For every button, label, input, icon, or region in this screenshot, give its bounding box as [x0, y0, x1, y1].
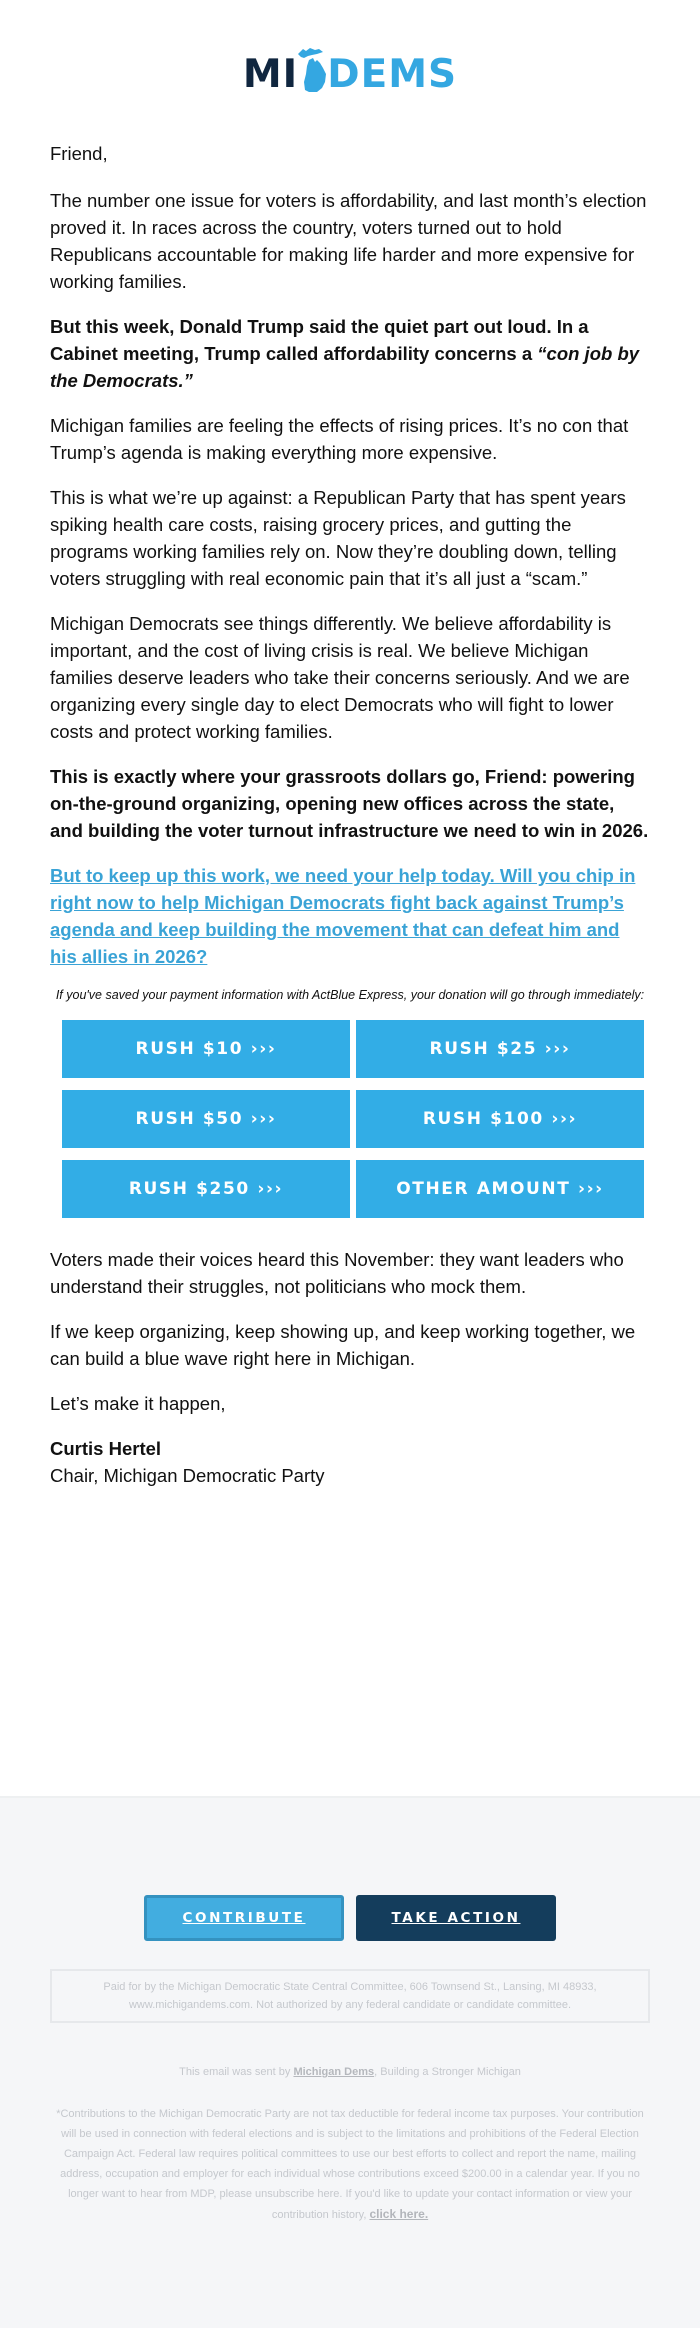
legal-text: *Contributions to the Michigan Democratic Party are not tax deductible for federal income tax purposes. Your contribution will be used in connection with federal elections and is subject to the limitations and prohibitions of the Federal Election Campaign Act. Federal law requires political committees to use our best efforts to collect and report the name, mailing address, occupation and employer for each individual whose contributions exceed $200.00 in a calendar year. If you no longer want to hear from MDP, please unsubscribe here. If you'd like to update your contact information or view your contribution history, [56, 2108, 644, 2221]
footer-buttons [144, 1895, 556, 1941]
contribute-button[interactable]: CONTRIBUTE [144, 1895, 344, 1941]
logo-text-dems: DEMS [327, 52, 458, 97]
update-contact-link[interactable]: click here. [369, 2207, 429, 2221]
closing-line: Let’s make it happen, [50, 1393, 226, 1414]
footer [0, 1796, 700, 2328]
paid-for-line-2: www.michigandems.com. Not authorized by any federal candidate or candidate committee. [128, 1999, 572, 2011]
sent-by-line [0, 2066, 700, 2078]
paragraph-blue-wave: If we keep organizing, keep showing up, and keep working together, we can build a blue wave right here in Michigan. [50, 1321, 636, 1369]
paragraph-voters-november: Voters made their voices heard this November: they want leaders who understand their struggles, not politicians who mock them. [50, 1249, 624, 1297]
paragraph-grassroots-dollars: This is exactly where your grassroots dollars go, Friend: powering on-the-ground organizing, opening new offices across the state, and building the voter turnout infrastructure we need to win in 2026. [50, 766, 649, 841]
paragraph-michigan-democrats: Michigan Democrats see things differently. We believe affordability is important, and the cost of living crisis is real. We believe Michigan families deserve leaders who take their concerns seriously. And we are organizing every single day to elect Democrats who will fight to lower costs and protect working families. [50, 613, 630, 742]
donate-250-button[interactable]: RUSH $250 ››› [62, 1160, 350, 1218]
donation-button-grid [50, 1020, 650, 1218]
actblue-express-note: If you've saved your payment information with ActBlue Express, your donation will go through immediately: [55, 988, 645, 1002]
trump-quote-italic: “con job by the Democrats.” [50, 343, 640, 391]
paragraph-rising-prices: Michigan families are feeling the effects of rising prices. It’s no con that Trump’s agenda is making everything more expensive. [50, 415, 629, 463]
sent-by-prefix: This email was sent by [179, 2066, 294, 2078]
paragraph-affordability: The number one issue for voters is affordability, and last month’s election proved it. In races across the country, voters turned out to hold Republicans accountable for making life harder and more expensive for working families. [50, 190, 647, 292]
greeting: Friend, [50, 143, 108, 164]
michigan-dems-link[interactable]: Michigan Dems [293, 2066, 375, 2078]
paragraph-trump-quote [50, 313, 650, 394]
header [0, 0, 700, 140]
paid-for-disclaimer [50, 1969, 650, 2023]
sent-by-suffix: , Building a Stronger Michigan [374, 2066, 521, 2078]
donate-50-button[interactable]: RUSH $50 ››› [62, 1090, 350, 1148]
donate-25-button[interactable]: RUSH $25 ››› [356, 1020, 644, 1078]
donate-100-button[interactable]: RUSH $100 ››› [356, 1090, 644, 1148]
take-action-button[interactable]: TAKE ACTION [356, 1895, 556, 1941]
legal-disclaimer [54, 2104, 646, 2225]
paid-for-line-1: Paid for by the Michigan Democratic State Central Committee, 606 Townsend St., Lansing, MI 48933, [103, 1981, 597, 1993]
signature-name: Curtis Hertel [50, 1438, 162, 1459]
donate-10-button[interactable]: RUSH $10 ››› [62, 1020, 350, 1078]
signature-title: Chair, Michigan Democratic Party [50, 1465, 325, 1486]
donate-other-amount-button[interactable]: OTHER AMOUNT ››› [356, 1160, 644, 1218]
trump-quote-lead: But this week, Donald Trump said the quiet part out loud. In a Cabinet meeting, Trump called affordability concerns a [50, 316, 589, 364]
paragraph-republican-party: This is what we’re up against: a Republican Party that has spent years spiking health care costs, raising grocery prices, and gutting the programs working families rely on. Now they’re doubling down, telling voters struggling with real economic pain that it’s all just a “scam.” [50, 487, 626, 589]
michigan-state-icon [295, 46, 329, 94]
donation-ask-link[interactable]: But to keep up this work, we need your help today. Will you chip in right now to help Michigan Democrats fight back against Trump’s agenda and keep building the movement that can defeat him and his allies in 2026? [50, 865, 636, 967]
message-content [0, 140, 700, 1489]
logo-text-mi: MI [242, 52, 299, 97]
mi-dems-logo[interactable] [242, 50, 458, 97]
